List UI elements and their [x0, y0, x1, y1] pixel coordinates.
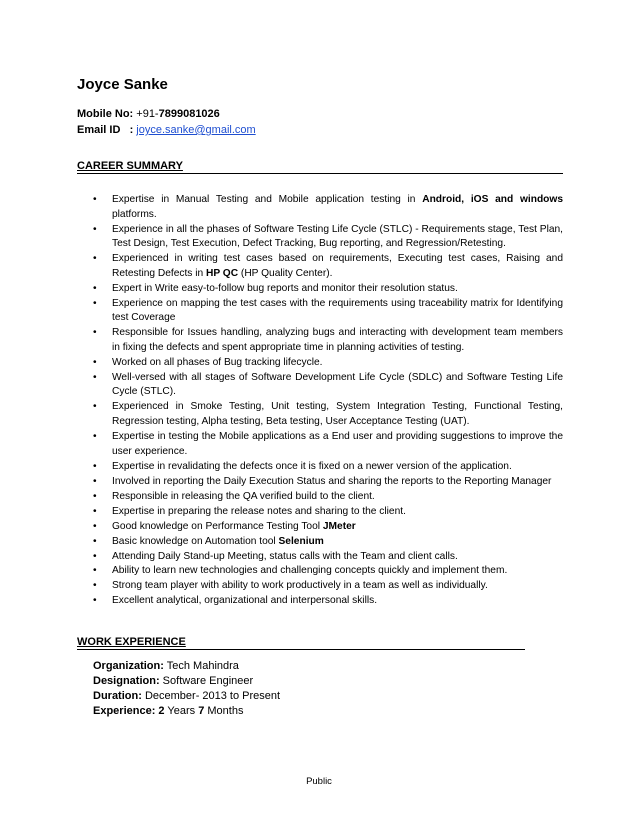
summary-item — [93, 371, 563, 400]
bullet-icon: • — [93, 580, 97, 592]
mobile-line — [77, 106, 256, 122]
summary-item-emphasis: HP QC — [206, 267, 239, 279]
summary-item-text: Expertise in preparing the release notes and sharing to the client. — [112, 505, 406, 517]
designation-line — [93, 674, 280, 689]
summary-item — [93, 564, 563, 579]
summary-item-text: Excellent analytical, organizational and interpersonal skills. — [112, 595, 378, 607]
summary-item-text: Expert in Write easy-to-follow bug reports and monitor their resolution status. — [112, 282, 458, 294]
summary-item — [93, 223, 563, 252]
summary-item-emphasis: JMeter — [322, 520, 356, 532]
summary-item-text: Expertise in Manual Testing and Mobile application testing in — [112, 194, 423, 205]
summary-item-text: Ability to learn new technologies and challenging concepts quickly and implement them. — [112, 565, 508, 577]
duration-line — [93, 689, 280, 704]
experience-months-unit: Months — [204, 705, 244, 717]
designation-label: Designation: — [93, 675, 160, 687]
summary-item-text: Expertise in revalidating the defects once it is fixed on a newer version of the application. — [112, 460, 512, 472]
summary-item-text: (HP Quality Center). — [238, 267, 333, 279]
summary-item-text: Responsible for Issues handling, analyzing bugs and interacting with development team members in fixing the defects and spent appropriate time in planning activities of testing. — [112, 327, 563, 353]
mobile-number: 7899081026 — [158, 108, 220, 120]
organization-line — [93, 659, 280, 674]
bullet-icon: • — [93, 520, 97, 532]
summary-item-text: Responsible in releasing the QA verified build to the client. — [112, 490, 375, 502]
bullet-icon: • — [93, 460, 97, 472]
summary-item-text: Basic knowledge on Automation tool — [112, 535, 279, 547]
summary-item — [93, 326, 563, 355]
summary-item-text: Experienced in Smoke Testing, Unit testing, System Integration Testing, Functional Testing, Regression testing, Alpha testing, Beta testing, User Acceptance Testing (UAT). — [112, 401, 563, 428]
email-link[interactable]: joyce.sanke@gmail.com — [136, 124, 256, 136]
summary-item — [93, 520, 563, 535]
bullet-icon: • — [93, 356, 97, 368]
summary-item-text: Worked on all phases of Bug tracking lifecycle. — [112, 356, 323, 368]
experience-years: 2 — [155, 705, 165, 717]
summary-item — [93, 594, 563, 609]
summary-item-text: Experienced in writing test cases based on requirements, Executing test cases, Raising and Retesting Defects in — [112, 253, 563, 279]
summary-item — [93, 400, 563, 429]
bullet-icon: • — [93, 253, 97, 265]
career-summary-rule — [77, 173, 563, 174]
summary-item — [93, 297, 563, 326]
summary-item — [93, 252, 563, 281]
bullet-icon: • — [93, 223, 97, 235]
summary-item — [93, 282, 563, 297]
bullet-icon: • — [93, 431, 97, 443]
work-experience-details — [93, 659, 280, 719]
mobile-label: Mobile No: — [77, 108, 134, 120]
email-label: Email ID : — [77, 124, 137, 136]
summary-item-text: Experience in all the phases of Software Testing Life Cycle (STLC) - Requirements stage, Test Plan, Test Design, Test Execution, Defect Tracking, Bug reporting, and Regression/Retesting. — [112, 223, 563, 250]
summary-item-text: Attending Daily Stand-up Meeting, status calls with the Team and client calls. — [112, 550, 458, 562]
duration-label: Duration: — [93, 690, 142, 702]
duration-value: December- 2013 to Present — [141, 690, 281, 702]
career-summary-list — [93, 193, 563, 609]
summary-item-text: Good knowledge on Performance Testing Tool — [112, 520, 323, 532]
summary-item — [93, 490, 563, 505]
summary-item — [93, 193, 563, 222]
experience-label: Experience: — [93, 705, 156, 717]
summary-item — [93, 535, 563, 550]
bullet-icon: • — [93, 297, 97, 309]
organization-label: Organization: — [93, 660, 164, 672]
summary-item-text: Involved in reporting the Daily Execution Status and sharing the reports to the Reporting Manager — [112, 475, 552, 487]
email-line — [77, 122, 256, 138]
bullet-icon: • — [93, 475, 97, 487]
experience-years-unit: Years — [164, 705, 199, 717]
bullet-icon: • — [93, 565, 97, 577]
summary-item-emphasis: Selenium — [278, 535, 324, 547]
summary-item-text: platforms. — [112, 208, 157, 220]
bullet-icon: • — [93, 535, 97, 547]
footer-classification: Public — [306, 776, 332, 787]
organization-value: Tech Mahindra — [163, 660, 239, 672]
mobile-prefix: +91- — [133, 108, 159, 120]
bullet-icon: • — [93, 371, 97, 383]
summary-item — [93, 460, 563, 475]
bullet-icon: • — [93, 327, 97, 339]
bullet-icon: • — [93, 194, 97, 205]
bullet-icon: • — [93, 595, 97, 607]
summary-item — [93, 550, 563, 565]
experience-months: 7 — [198, 705, 205, 717]
experience-line — [93, 704, 280, 719]
work-experience-rule — [77, 649, 525, 650]
career-summary-heading: CAREER SUMMARY — [77, 160, 183, 172]
bullet-icon: • — [93, 282, 97, 294]
contact-info — [77, 106, 256, 138]
summary-item-text: Strong team player with ability to work productively in a team as well as individually. — [112, 580, 488, 592]
summary-item — [93, 356, 563, 371]
designation-value: Software Engineer — [159, 675, 254, 687]
bullet-icon: • — [93, 401, 97, 413]
summary-item-text: Well-versed with all stages of Software Development Life Cycle (SDLC) and Software Testing Life Cycle (STLC). — [112, 371, 563, 398]
summary-item — [93, 430, 563, 459]
summary-item-emphasis: Android, iOS and windows — [422, 194, 563, 205]
bullet-icon: • — [93, 550, 97, 562]
work-experience-heading: WORK EXPERIENCE — [77, 636, 186, 648]
summary-item-text: Experience on mapping the test cases with the requirements using traceability matrix for Identifying test Coverage — [112, 297, 563, 324]
candidate-name: Joyce Sanke — [77, 76, 168, 93]
summary-item-text: Expertise in testing the Mobile applications as a End user and providing suggestions to improve the user experience. — [112, 431, 563, 457]
summary-item — [93, 505, 563, 520]
bullet-icon: • — [93, 490, 97, 502]
summary-item — [93, 475, 563, 490]
bullet-icon: • — [93, 505, 97, 517]
summary-item — [93, 579, 563, 594]
